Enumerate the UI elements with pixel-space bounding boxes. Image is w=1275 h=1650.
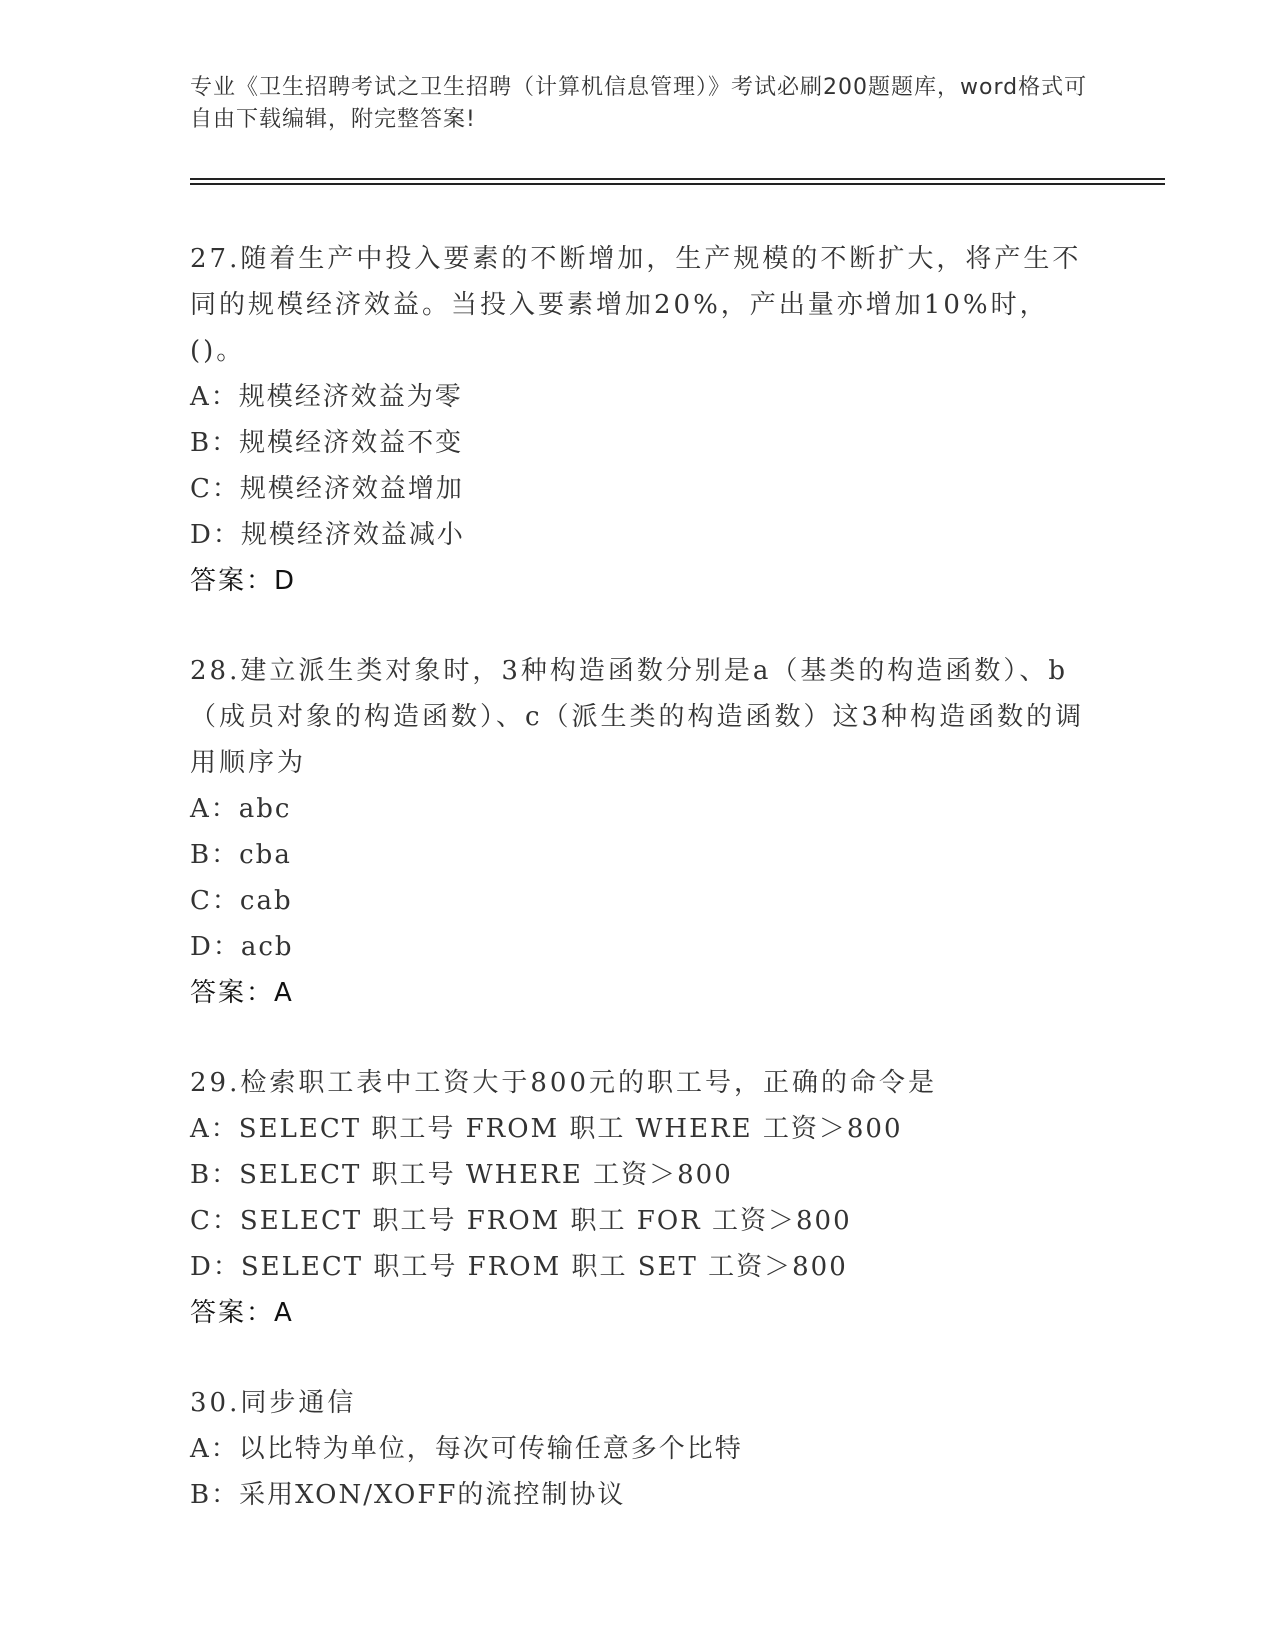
option-d bbox=[190, 924, 1090, 970]
option-b bbox=[190, 1472, 1090, 1518]
document-header: 专业《卫生招聘考试之卫生招聘（计算机信息管理）》考试必刷200题题库，word格式可自由下载编辑，附完整答案! bbox=[190, 75, 1088, 132]
question-number: 30. bbox=[190, 1388, 241, 1418]
question-text: 建立派生类对象时，3种构造函数分别是a（基类的构造函数）、b（成员对象的构造函数）、c（派生类的构造函数）这3种构造函数的调用顺序为 bbox=[190, 656, 1085, 778]
option-key: B： bbox=[190, 1160, 240, 1190]
option-key: A： bbox=[190, 382, 239, 412]
question-text: 随着生产中投入要素的不断增加，生产规模的不断扩大，将产生不同的规模经济效益。当投入要素增加20%，产出量亦增加10%时，()。 bbox=[190, 244, 1082, 366]
question-stem bbox=[190, 1380, 1090, 1426]
question-list bbox=[190, 236, 1090, 1562]
header-divider-top bbox=[190, 178, 1165, 180]
option-d bbox=[190, 512, 1090, 558]
option-text: 规模经济效益不变 bbox=[239, 428, 464, 458]
option-text: 规模经济效益减小 bbox=[240, 520, 465, 550]
answer-line: 答案：A bbox=[190, 1298, 294, 1328]
header-divider-bottom bbox=[190, 183, 1165, 185]
option-key: B： bbox=[190, 840, 240, 870]
option-text: SELECT 职工号 FROM 职工 FOR 工资＞800 bbox=[239, 1206, 852, 1236]
option-c bbox=[190, 878, 1090, 924]
question-text: 同步通信 bbox=[240, 1388, 357, 1418]
option-text: acb bbox=[240, 932, 294, 962]
option-text: SELECT 职工号 WHERE 工资＞800 bbox=[239, 1160, 733, 1190]
option-text: 规模经济效益增加 bbox=[239, 474, 464, 504]
question-28 bbox=[190, 648, 1090, 1016]
question-stem bbox=[190, 236, 1090, 374]
option-key: B： bbox=[190, 1480, 240, 1510]
option-a bbox=[190, 1106, 1090, 1152]
option-d bbox=[190, 1244, 1090, 1290]
option-text: cab bbox=[239, 886, 293, 916]
option-text: 规模经济效益为零 bbox=[238, 382, 463, 412]
question-29 bbox=[190, 1060, 1090, 1336]
option-key: A： bbox=[190, 794, 239, 824]
option-key: D： bbox=[190, 520, 241, 550]
option-b bbox=[190, 1152, 1090, 1198]
option-text: abc bbox=[238, 794, 292, 824]
question-number: 29. bbox=[190, 1068, 241, 1098]
option-key: D： bbox=[190, 932, 241, 962]
option-text: cba bbox=[239, 840, 292, 870]
option-a bbox=[190, 786, 1090, 832]
option-c bbox=[190, 1198, 1090, 1244]
question-27 bbox=[190, 236, 1090, 604]
question-stem bbox=[190, 1060, 1090, 1106]
option-text: SELECT 职工号 FROM 职工 WHERE 工资＞800 bbox=[238, 1114, 903, 1144]
option-key: B： bbox=[190, 428, 240, 458]
option-b bbox=[190, 832, 1090, 878]
option-b bbox=[190, 420, 1090, 466]
option-c bbox=[190, 466, 1090, 512]
option-text: 以比特为单位，每次可传输任意多个比特 bbox=[238, 1434, 743, 1464]
option-key: A： bbox=[190, 1114, 239, 1144]
question-30 bbox=[190, 1380, 1090, 1518]
question-text: 检索职工表中工资大于800元的职工号，正确的命令是 bbox=[240, 1068, 937, 1098]
answer-line: 答案：D bbox=[190, 566, 297, 596]
answer-line: 答案：A bbox=[190, 978, 294, 1008]
option-key: C： bbox=[190, 474, 240, 504]
option-a bbox=[190, 1426, 1090, 1472]
question-number: 27. bbox=[190, 244, 241, 274]
question-number: 28. bbox=[190, 656, 241, 686]
question-stem bbox=[190, 648, 1090, 786]
option-text: 采用XON/XOFF的流控制协议 bbox=[239, 1480, 626, 1510]
option-text: SELECT 职工号 FROM 职工 SET 工资＞800 bbox=[240, 1252, 848, 1282]
option-a bbox=[190, 374, 1090, 420]
option-key: A： bbox=[190, 1434, 239, 1464]
option-key: D： bbox=[190, 1252, 241, 1282]
option-key: C： bbox=[190, 1206, 240, 1236]
option-key: C： bbox=[190, 886, 240, 916]
